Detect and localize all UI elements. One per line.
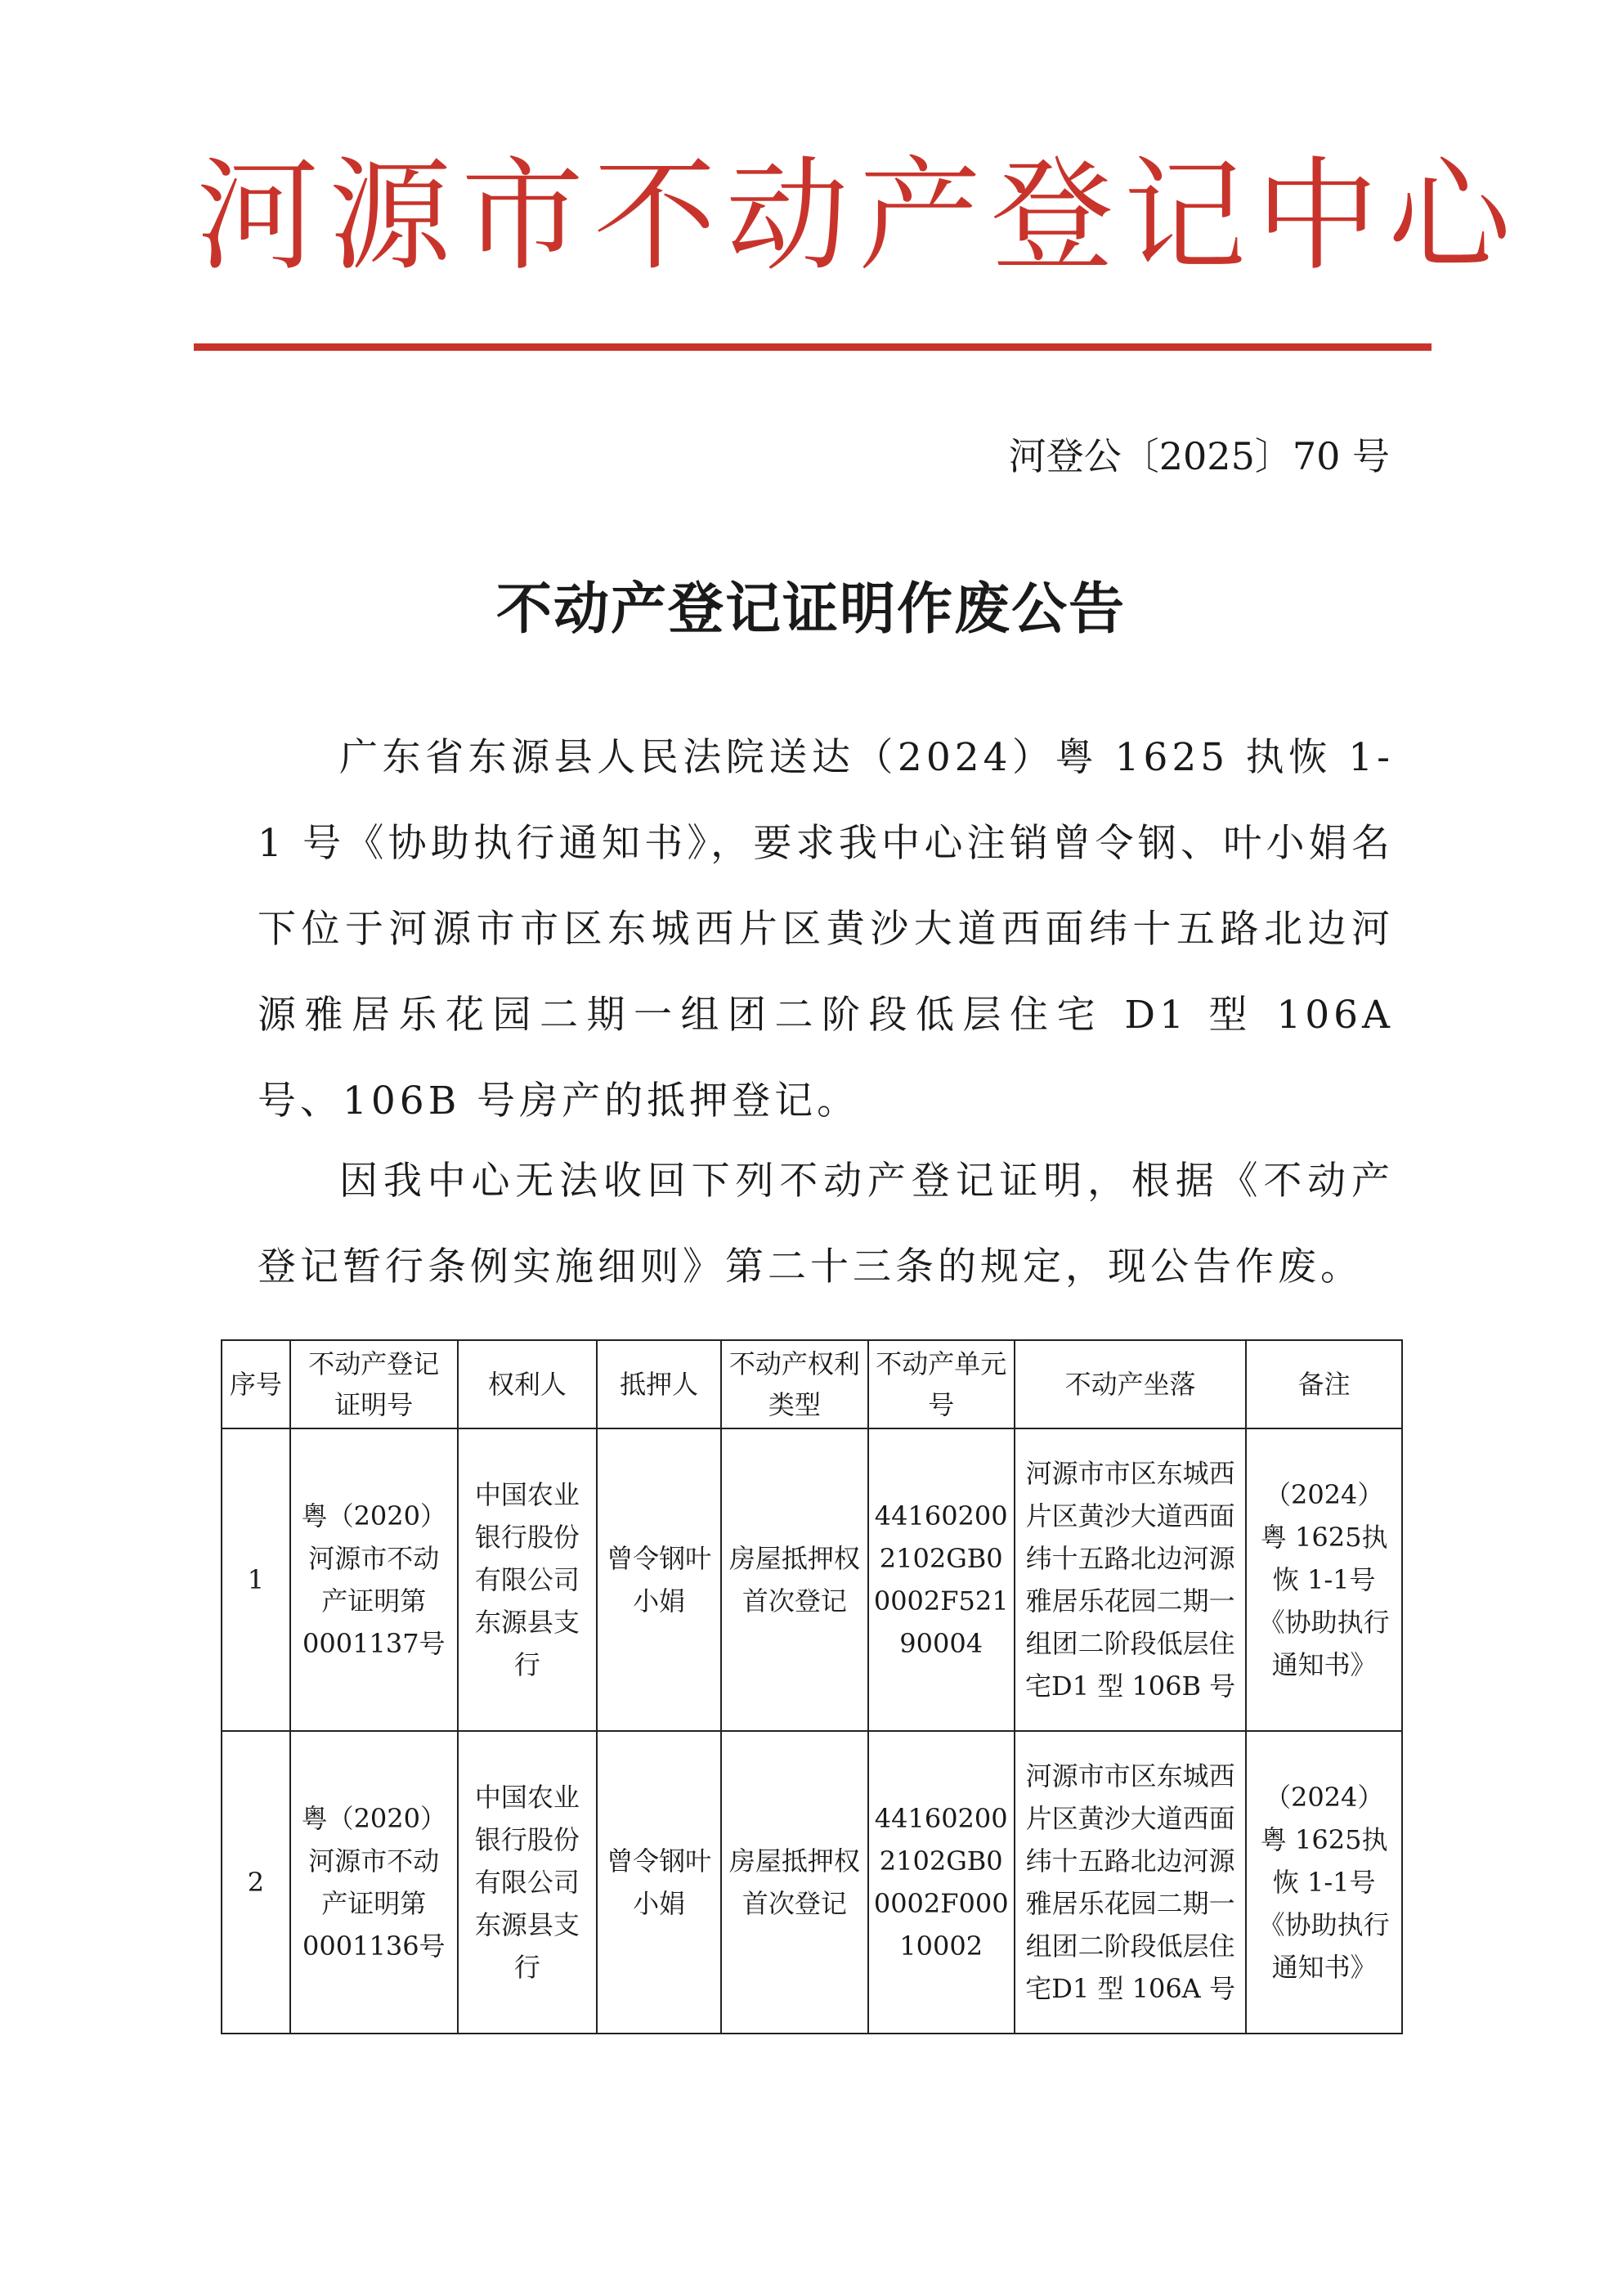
- masthead-char: 登: [991, 146, 1124, 288]
- mortgagor-cell: 曾令钢叶小娟: [597, 1428, 721, 1731]
- body-paragraph-1: 广东省东源县人民法院送达（2024）粤 1625 执恢 1-1 号《协助执行通知书》，要求我中心注销曾令钢、叶小娟名下位于河源市市区东城西片区黄沙大道西面纬十五路北边河源雅居乐花园二期一组团二阶段低层住宅 D1 型 106A 号、106B 号房产的抵押登记。: [258, 735, 1394, 1123]
- note-cell: （2024）粤 1625执恢 1-1号《协助执行通知书》: [1246, 1731, 1402, 2034]
- header-cell: 不动产登记证明号: [290, 1340, 458, 1428]
- masthead-char: 记: [1123, 146, 1257, 288]
- masthead-char: 中: [1256, 146, 1389, 288]
- body-paragraph-2: 因我中心无法收回下列不动产登记证明，根据《不动产登记暂行条例实施细则》第二十三条的规定，现公告作废。: [258, 1159, 1394, 1289]
- header-cell: 抵押人: [597, 1340, 721, 1428]
- masthead-char: 市: [461, 146, 594, 288]
- masthead-char: 产: [858, 146, 992, 288]
- header-cell: 权利人: [458, 1340, 597, 1428]
- document-title: 不动产登记证明作废公告: [495, 576, 1126, 642]
- masthead-char: 河: [196, 146, 329, 288]
- table-row: [222, 1428, 1402, 1731]
- header-cell: 不动产权利类型: [721, 1340, 867, 1428]
- masthead-char: 动: [726, 146, 859, 288]
- location-cell: 河源市市区东城西片区黄沙大道西面纬十五路北边河源雅居乐花园二期一组团二阶段低层住宅D1 型 106B 号: [1015, 1428, 1247, 1731]
- row-number-cell: 2: [222, 1731, 290, 2034]
- masthead-divider: [194, 343, 1432, 351]
- header-cell: 序号: [222, 1340, 290, 1428]
- rights-holder-cell: 中国农业银行股份有限公司东源县支行: [458, 1428, 597, 1731]
- header-cell: 备注: [1246, 1340, 1402, 1428]
- right-type-cell: 房屋抵押权首次登记: [721, 1731, 867, 2034]
- masthead-char: 源: [329, 146, 462, 288]
- certificate-number-cell: 粤（2020）河源市不动产证明第0001136号: [290, 1731, 458, 2034]
- masthead-char: 心: [1388, 146, 1521, 288]
- certificate-number-cell: 粤（2020）河源市不动产证明第0001137号: [290, 1428, 458, 1731]
- issuer-masthead: [196, 135, 1521, 298]
- masthead-char: 不: [594, 146, 727, 288]
- mortgagor-cell: 曾令钢叶小娟: [597, 1731, 721, 2034]
- row-number-cell: 1: [222, 1428, 290, 1731]
- location-cell: 河源市市区东城西片区黄沙大道西面纬十五路北边河源雅居乐花园二期一组团二阶段低层住宅D1 型 106A 号: [1015, 1731, 1247, 2034]
- table-header-row: [222, 1340, 1402, 1428]
- document-number: 河登公〔2025〕70 号: [1008, 434, 1390, 478]
- rights-holder-cell: 中国农业银行股份有限公司东源县支行: [458, 1731, 597, 2034]
- header-cell: 不动产单元号: [868, 1340, 1015, 1428]
- header-cell: 不动产坐落: [1015, 1340, 1247, 1428]
- certificate-table: [221, 1339, 1403, 2034]
- table-row: [222, 1731, 1402, 2034]
- unit-number-cell: 441602002102GB00002F00010002: [868, 1731, 1015, 2034]
- unit-number-cell: 441602002102GB00002F52190004: [868, 1428, 1015, 1731]
- right-type-cell: 房屋抵押权首次登记: [721, 1428, 867, 1731]
- note-cell: （2024）粤 1625执恢 1-1号《协助执行通知书》: [1246, 1428, 1402, 1731]
